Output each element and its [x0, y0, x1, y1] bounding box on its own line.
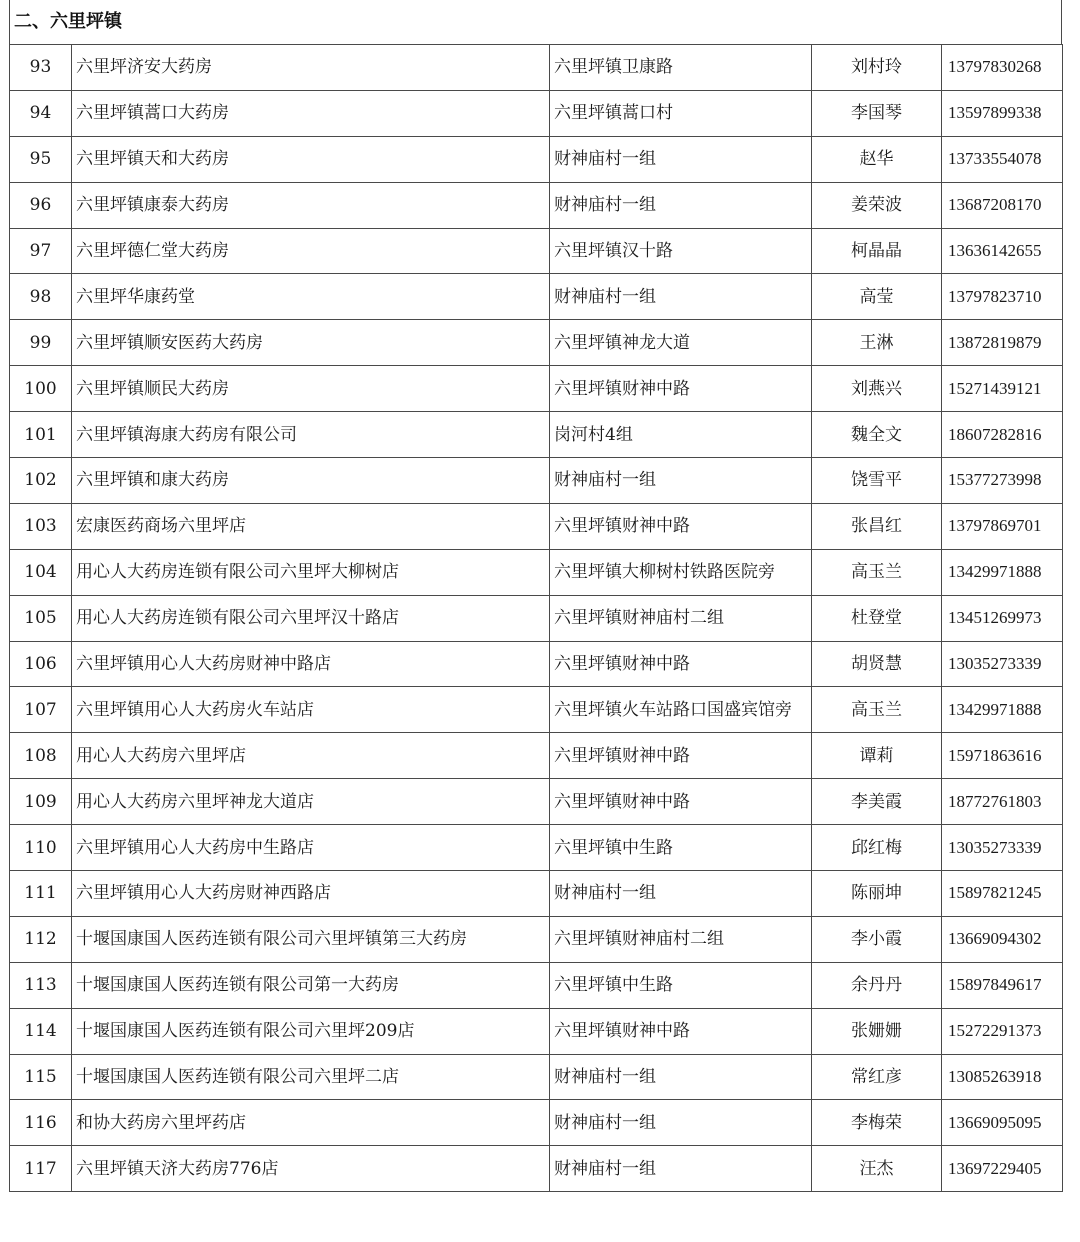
- contact-person: 李国琴: [812, 90, 942, 136]
- row-number: 100: [10, 366, 72, 412]
- phone-number: 13697229405: [942, 1146, 1063, 1192]
- pharmacy-address: 财神庙村一组: [550, 274, 812, 320]
- pharmacy-address: 六里坪镇大柳树村铁路医院旁: [550, 549, 812, 595]
- pharmacy-address: 财神庙村一组: [550, 1146, 812, 1192]
- pharmacy-address: 六里坪镇汉十路: [550, 228, 812, 274]
- pharmacy-name: 六里坪镇顺安医药大药房: [72, 320, 550, 366]
- contact-person: 饶雪平: [812, 458, 942, 504]
- pharmacy-name: 十堰国康国人医药连锁有限公司六里坪209店: [72, 1008, 550, 1054]
- contact-person: 姜荣波: [812, 182, 942, 228]
- table-row: [10, 182, 1063, 228]
- row-number: 93: [10, 45, 72, 91]
- table-row: [10, 1100, 1063, 1146]
- contact-person: 李梅荣: [812, 1100, 942, 1146]
- contact-person: 刘燕兴: [812, 366, 942, 412]
- pharmacy-name: 六里坪镇用心人大药房财神西路店: [72, 871, 550, 917]
- contact-person: 陈丽坤: [812, 871, 942, 917]
- table-row: [10, 90, 1063, 136]
- row-number: 107: [10, 687, 72, 733]
- table-body: [10, 45, 1063, 1192]
- row-number: 103: [10, 503, 72, 549]
- pharmacy-name: 十堰国康国人医药连锁有限公司六里坪二店: [72, 1054, 550, 1100]
- phone-number: 15377273998: [942, 458, 1063, 504]
- contact-person: 余丹丹: [812, 962, 942, 1008]
- row-number: 105: [10, 595, 72, 641]
- pharmacy-name: 六里坪镇用心人大药房财神中路店: [72, 641, 550, 687]
- phone-number: 13797869701: [942, 503, 1063, 549]
- pharmacy-name: 用心人大药房连锁有限公司六里坪大柳树店: [72, 549, 550, 595]
- contact-person: 赵华: [812, 136, 942, 182]
- contact-person: 邱红梅: [812, 825, 942, 871]
- table-row: [10, 595, 1063, 641]
- phone-number: 13451269973: [942, 595, 1063, 641]
- section-title: 二、六里坪镇: [9, 0, 1062, 45]
- phone-number: 18772761803: [942, 779, 1063, 825]
- row-number: 115: [10, 1054, 72, 1100]
- pharmacy-name: 六里坪镇蒿口大药房: [72, 90, 550, 136]
- pharmacy-address: 财神庙村一组: [550, 1054, 812, 1100]
- pharmacy-name: 六里坪济安大药房: [72, 45, 550, 91]
- pharmacy-name: 六里坪镇和康大药房: [72, 458, 550, 504]
- row-number: 99: [10, 320, 72, 366]
- table-row: [10, 412, 1063, 458]
- row-number: 117: [10, 1146, 72, 1192]
- pharmacy-address: 六里坪镇中生路: [550, 962, 812, 1008]
- pharmacy-address: 六里坪镇财神中路: [550, 503, 812, 549]
- row-number: 102: [10, 458, 72, 504]
- phone-number: 15272291373: [942, 1008, 1063, 1054]
- row-number: 116: [10, 1100, 72, 1146]
- phone-number: 15897849617: [942, 962, 1063, 1008]
- phone-number: 13669095095: [942, 1100, 1063, 1146]
- table-row: [10, 1146, 1063, 1192]
- phone-number: 13636142655: [942, 228, 1063, 274]
- table-row: [10, 641, 1063, 687]
- pharmacy-address: 六里坪镇财神中路: [550, 641, 812, 687]
- table-row: [10, 962, 1063, 1008]
- table-row: [10, 1054, 1063, 1100]
- pharmacy-address: 六里坪镇蒿口村: [550, 90, 812, 136]
- pharmacy-name: 六里坪镇顺民大药房: [72, 366, 550, 412]
- contact-person: 李美霞: [812, 779, 942, 825]
- pharmacy-name: 六里坪德仁堂大药房: [72, 228, 550, 274]
- phone-number: 13035273339: [942, 825, 1063, 871]
- table-row: [10, 228, 1063, 274]
- pharmacy-address: 财神庙村一组: [550, 136, 812, 182]
- pharmacy-address: 六里坪镇财神中路: [550, 779, 812, 825]
- row-number: 108: [10, 733, 72, 779]
- phone-number: 13035273339: [942, 641, 1063, 687]
- pharmacy-address: 六里坪镇卫康路: [550, 45, 812, 91]
- pharmacy-name: 宏康医药商场六里坪店: [72, 503, 550, 549]
- pharmacy-address: 六里坪镇神龙大道: [550, 320, 812, 366]
- contact-person: 谭莉: [812, 733, 942, 779]
- pharmacy-address: 六里坪镇火车站路口国盛宾馆旁: [550, 687, 812, 733]
- pharmacy-address: 岗河村4组: [550, 412, 812, 458]
- phone-number: 13597899338: [942, 90, 1063, 136]
- pharmacy-address: 财神庙村一组: [550, 458, 812, 504]
- pharmacy-name: 六里坪镇天济大药房776店: [72, 1146, 550, 1192]
- contact-person: 张昌红: [812, 503, 942, 549]
- table-row: [10, 549, 1063, 595]
- table-row: [10, 916, 1063, 962]
- table-row: [10, 779, 1063, 825]
- pharmacy-name: 用心人大药房连锁有限公司六里坪汉十路店: [72, 595, 550, 641]
- row-number: 95: [10, 136, 72, 182]
- contact-person: 张姗姗: [812, 1008, 942, 1054]
- pharmacy-address: 六里坪镇财神庙村二组: [550, 595, 812, 641]
- pharmacy-name: 六里坪华康药堂: [72, 274, 550, 320]
- pharmacy-name: 六里坪镇用心人大药房火车站店: [72, 687, 550, 733]
- phone-number: 13797830268: [942, 45, 1063, 91]
- table-row: [10, 1008, 1063, 1054]
- pharmacy-address: 财神庙村一组: [550, 182, 812, 228]
- table-row: [10, 458, 1063, 504]
- phone-number: 13872819879: [942, 320, 1063, 366]
- contact-person: 胡贤慧: [812, 641, 942, 687]
- pharmacy-address: 财神庙村一组: [550, 1100, 812, 1146]
- phone-number: 13687208170: [942, 182, 1063, 228]
- row-number: 114: [10, 1008, 72, 1054]
- phone-number: 13669094302: [942, 916, 1063, 962]
- contact-person: 刘村玲: [812, 45, 942, 91]
- phone-number: 13733554078: [942, 136, 1063, 182]
- contact-person: 高莹: [812, 274, 942, 320]
- pharmacy-name: 六里坪镇用心人大药房中生路店: [72, 825, 550, 871]
- table-row: [10, 503, 1063, 549]
- phone-number: 13797823710: [942, 274, 1063, 320]
- row-number: 109: [10, 779, 72, 825]
- pharmacy-name: 十堰国康国人医药连锁有限公司第一大药房: [72, 962, 550, 1008]
- phone-number: 13429971888: [942, 549, 1063, 595]
- table-row: [10, 136, 1063, 182]
- phone-number: 18607282816: [942, 412, 1063, 458]
- pharmacy-name: 六里坪镇天和大药房: [72, 136, 550, 182]
- table-row: [10, 366, 1063, 412]
- table-row: [10, 687, 1063, 733]
- contact-person: 常红彦: [812, 1054, 942, 1100]
- pharmacy-name: 用心人大药房六里坪店: [72, 733, 550, 779]
- row-number: 113: [10, 962, 72, 1008]
- contact-person: 高玉兰: [812, 549, 942, 595]
- contact-person: 魏全文: [812, 412, 942, 458]
- phone-number: 13429971888: [942, 687, 1063, 733]
- pharmacy-address: 六里坪镇财神中路: [550, 733, 812, 779]
- pharmacy-name: 十堰国康国人医药连锁有限公司六里坪镇第三大药房: [72, 916, 550, 962]
- pharmacy-address: 六里坪镇财神中路: [550, 1008, 812, 1054]
- row-number: 106: [10, 641, 72, 687]
- contact-person: 高玉兰: [812, 687, 942, 733]
- table-row: [10, 825, 1063, 871]
- pharmacy-address: 六里坪镇中生路: [550, 825, 812, 871]
- phone-number: 13085263918: [942, 1054, 1063, 1100]
- pharmacy-name: 六里坪镇海康大药房有限公司: [72, 412, 550, 458]
- row-number: 111: [10, 871, 72, 917]
- row-number: 101: [10, 412, 72, 458]
- contact-person: 汪杰: [812, 1146, 942, 1192]
- phone-number: 15971863616: [942, 733, 1063, 779]
- row-number: 97: [10, 228, 72, 274]
- row-number: 110: [10, 825, 72, 871]
- table-row: [10, 274, 1063, 320]
- contact-person: 王淋: [812, 320, 942, 366]
- contact-person: 杜登堂: [812, 595, 942, 641]
- row-number: 94: [10, 90, 72, 136]
- pharmacy-table: [9, 44, 1063, 1192]
- table-row: [10, 45, 1063, 91]
- phone-number: 15271439121: [942, 366, 1063, 412]
- pharmacy-address: 财神庙村一组: [550, 871, 812, 917]
- row-number: 104: [10, 549, 72, 595]
- row-number: 98: [10, 274, 72, 320]
- contact-person: 柯晶晶: [812, 228, 942, 274]
- table-row: [10, 320, 1063, 366]
- pharmacy-name: 和协大药房六里坪药店: [72, 1100, 550, 1146]
- table-row: [10, 733, 1063, 779]
- pharmacy-name: 用心人大药房六里坪神龙大道店: [72, 779, 550, 825]
- contact-person: 李小霞: [812, 916, 942, 962]
- phone-number: 15897821245: [942, 871, 1063, 917]
- row-number: 96: [10, 182, 72, 228]
- pharmacy-address: 六里坪镇财神庙村二组: [550, 916, 812, 962]
- pharmacy-name: 六里坪镇康泰大药房: [72, 182, 550, 228]
- table-row: [10, 871, 1063, 917]
- row-number: 112: [10, 916, 72, 962]
- pharmacy-address: 六里坪镇财神中路: [550, 366, 812, 412]
